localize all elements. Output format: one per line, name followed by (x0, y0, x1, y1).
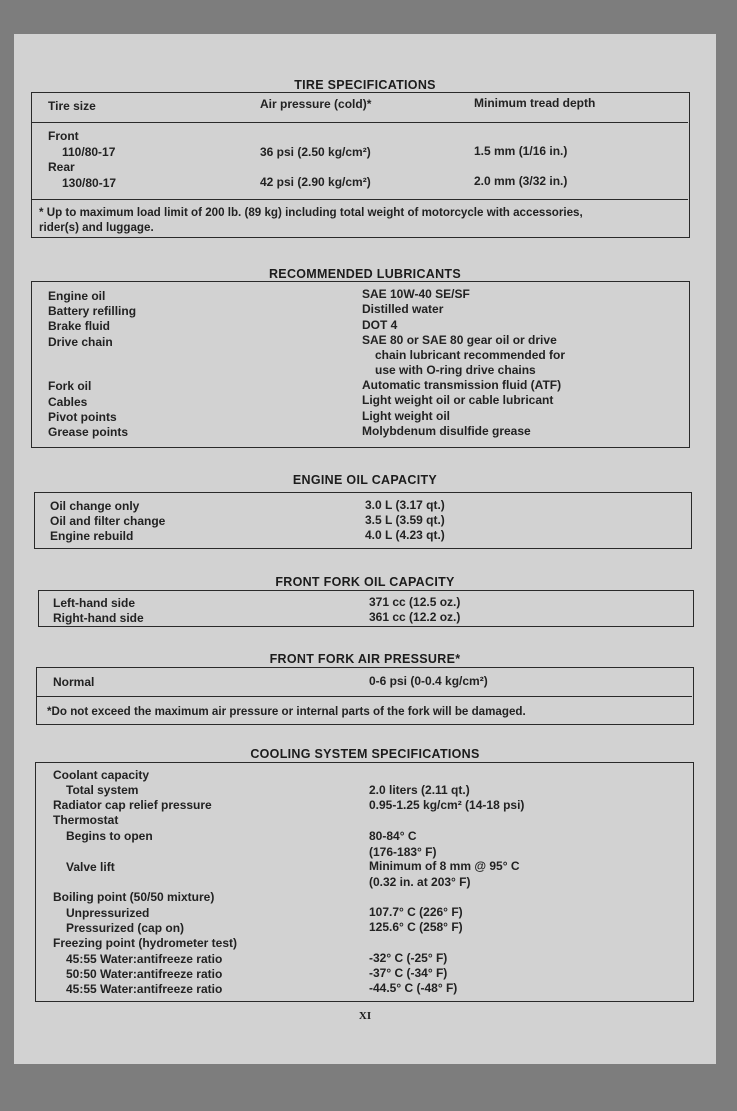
header-tread-depth: Minimum tread depth (474, 96, 596, 110)
engine-oil-item: Oil and filter change (50, 514, 166, 528)
lubricant-item: Pivot points (48, 410, 117, 424)
cooling-value: -44.5° C (-48° F) (369, 981, 458, 995)
cooling-item: Unpressurized (66, 906, 150, 920)
fork-oil-value: 371 cc (12.5 oz.) (369, 595, 461, 609)
cooling-item: Total system (66, 783, 139, 797)
rear-pressure: 42 psi (2.90 kg/cm²) (260, 175, 371, 189)
tire-footnote-line2: rider(s) and luggage. (39, 221, 154, 234)
lubricant-value: SAE 80 or SAE 80 gear oil or drive (362, 333, 557, 347)
footnote-divider (32, 199, 688, 200)
front-tread: 1.5 mm (1/16 in.) (474, 144, 568, 158)
fork-oil-item: Left-hand side (53, 596, 136, 610)
fork-air-title: FRONT FORK AIR PRESSURE* (269, 652, 461, 666)
cooling-value: 80-84° C (369, 829, 417, 843)
tire-specs-title: TIRE SPECIFICATIONS (294, 78, 436, 92)
rear-tread: 2.0 mm (3/32 in.) (474, 174, 568, 188)
fork-air-footnote: *Do not exceed the maximum air pressure or internal parts of the fork will be damaged. (47, 705, 526, 718)
lubricant-item: Battery refilling (48, 304, 137, 318)
engine-oil-item: Oil change only (50, 499, 140, 513)
front-pressure: 36 psi (2.50 kg/cm²) (260, 145, 371, 159)
cooling-item: Boiling point (50/50 mixture) (53, 890, 215, 904)
tire-specs-table (31, 92, 690, 238)
engine-oil-title: ENGINE OIL CAPACITY (292, 473, 438, 487)
header-tire-size: Tire size (48, 99, 96, 113)
engine-oil-value: 4.0 L (4.23 qt.) (365, 528, 445, 542)
lubricant-item: Fork oil (48, 379, 92, 393)
lubricant-value: Distilled water (362, 302, 444, 316)
lubricant-item: Brake fluid (48, 319, 111, 333)
cooling-item: Radiator cap relief pressure (53, 798, 212, 812)
fork-oil-value: 361 cc (12.2 oz.) (369, 610, 461, 624)
cooling-value: Minimum of 8 mm @ 95° C (369, 859, 520, 873)
page-number: XI (358, 1010, 372, 1022)
engine-oil-value: 3.5 L (3.59 qt.) (365, 513, 445, 527)
fork-air-divider (37, 696, 692, 697)
rear-label: Rear (48, 160, 75, 174)
cooling-value: (0.32 in. at 203° F) (369, 875, 471, 889)
fork-air-item: Normal (53, 675, 95, 689)
cooling-item: Pressurized (cap on) (66, 921, 185, 935)
lubricant-value: Light weight oil (362, 409, 450, 423)
cooling-table (35, 762, 694, 1002)
lubricant-item: Cables (48, 395, 88, 409)
cooling-title: COOLING SYSTEM SPECIFICATIONS (250, 747, 480, 761)
cooling-value: 107.7° C (226° F) (369, 905, 463, 919)
front-size: 110/80-17 (62, 145, 116, 159)
cooling-item: Begins to open (66, 829, 153, 843)
cooling-item: Valve lift (66, 860, 115, 874)
lubricant-item: Engine oil (48, 289, 106, 303)
cooling-item: Thermostat (53, 813, 119, 827)
lubricants-title: RECOMMENDED LUBRICANTS (268, 267, 461, 281)
fork-oil-table (38, 590, 694, 627)
fork-oil-title: FRONT FORK OIL CAPACITY (275, 575, 455, 589)
cooling-item: 50:50 Water:antifreeze ratio (66, 967, 223, 981)
lubricant-item: Grease points (48, 425, 129, 439)
cooling-value: 2.0 liters (2.11 qt.) (369, 783, 470, 797)
cooling-value: -32° C (-25° F) (369, 951, 448, 965)
lubricant-value: SAE 10W-40 SE/SF (362, 287, 470, 301)
cooling-item: 45:55 Water:antifreeze ratio (66, 982, 223, 996)
lubricant-value: chain lubricant recommended for (375, 348, 566, 362)
lubricant-value: DOT 4 (362, 318, 398, 332)
header-air-pressure: Air pressure (cold)* (260, 97, 372, 111)
front-label: Front (48, 129, 79, 143)
engine-oil-value: 3.0 L (3.17 qt.) (365, 498, 445, 512)
lubricant-item: Drive chain (48, 335, 113, 349)
fork-air-value: 0-6 psi (0-0.4 kg/cm²) (369, 674, 488, 688)
cooling-value: (176-183° F) (369, 845, 437, 859)
cooling-value: -37° C (-34° F) (369, 966, 448, 980)
cooling-value: 0.95-1.25 kg/cm² (14-18 psi) (369, 798, 525, 812)
cooling-item: Coolant capacity (53, 768, 150, 782)
lubricant-value: use with O-ring drive chains (375, 363, 536, 377)
engine-oil-item: Engine rebuild (50, 529, 134, 543)
lubricant-value: Automatic transmission fluid (ATF) (362, 378, 562, 392)
fork-air-table (36, 667, 694, 725)
cooling-value: 125.6° C (258° F) (369, 920, 463, 934)
header-divider (32, 122, 688, 123)
rear-size: 130/80-17 (62, 176, 117, 190)
lubricants-table (31, 281, 690, 448)
cooling-item: 45:55 Water:antifreeze ratio (66, 952, 223, 966)
manual-page (14, 34, 716, 1064)
tire-footnote-line1: * Up to maximum load limit of 200 lb. (89 kg) including total weight of motorcycle with accessories, (39, 206, 583, 219)
engine-oil-table (34, 492, 692, 549)
fork-oil-item: Right-hand side (53, 611, 144, 625)
lubricant-value: Molybdenum disulfide grease (362, 424, 531, 438)
lubricant-value: Light weight oil or cable lubricant (362, 393, 554, 407)
cooling-item: Freezing point (hydrometer test) (53, 936, 238, 950)
